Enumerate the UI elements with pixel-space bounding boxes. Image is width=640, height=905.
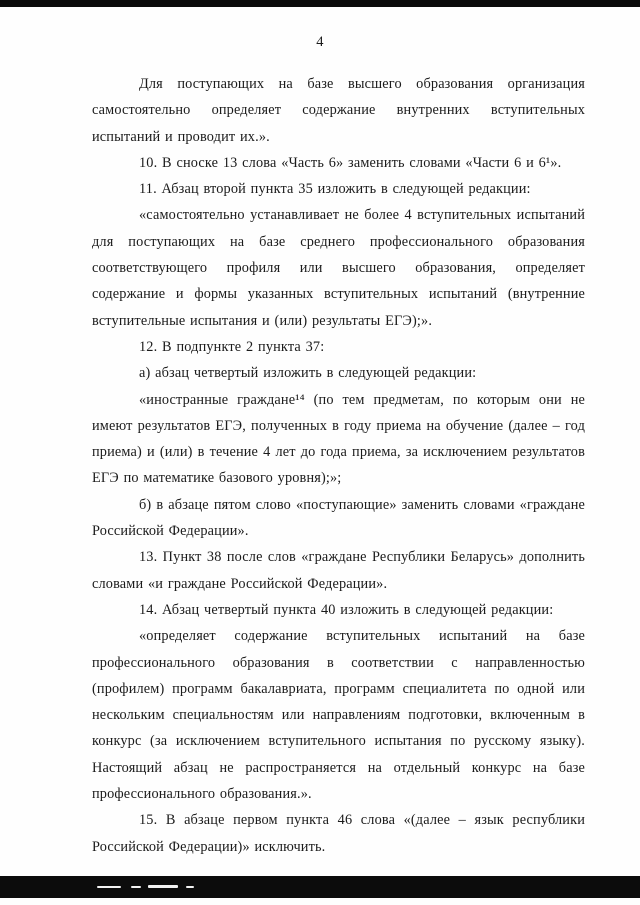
scan-artifact — [97, 886, 121, 888]
scan-border-bottom — [0, 876, 640, 898]
scan-artifact — [186, 886, 194, 888]
scan-border-top — [0, 0, 640, 7]
scan-artifact — [131, 886, 141, 888]
paragraph: «самостоятельно устанавливает не более 4 вступительных испытаний для поступающих на базе среднего профессионального образования соответствующего профиля или высшего образования, определяет содержание и формы указанных вступительных испытаний (внутренние вступительные испытания и (или) результаты ЕГЭ);». — [92, 207, 585, 329]
paragraph: Для поступающих на базе высшего образования организация самостоятельно определяет содержание внутренних вступительных испытаний и проводит их.». — [92, 76, 585, 145]
paragraph: «иностранные граждане¹⁴ (по тем предметам, по которым они не имеют результатов ЕГЭ, полученных в году приема на обучение (далее – год приема) и (или) в течение 4 лет до года приема, за исключением результатов ЕГЭ по математике базового уровня);»; — [92, 391, 585, 487]
document-body — [92, 71, 585, 860]
scan-artifact — [148, 885, 178, 888]
paragraph: 11. Абзац второй пункта 35 изложить в следующей редакции: — [139, 181, 531, 198]
paragraph: б) в абзаце пятом слово «поступающие» заменить словами «граждане Российской Федерации». — [92, 496, 585, 540]
paragraph: а) абзац четвертый изложить в следующей редакции: — [139, 365, 477, 382]
paragraph: 13. Пункт 38 после слов «граждане Республики Беларусь» дополнить словами «и граждане Российской Федерации». — [92, 549, 585, 592]
paragraph: 15. В абзаце первом пункта 46 слова «(далее – язык республики Российской Федерации)» исключить. — [92, 812, 585, 855]
paragraph: 10. В сноске 13 слова «Часть 6» заменить словами «Части 6 и 6¹». — [139, 154, 562, 171]
page-number: 4 — [316, 34, 324, 50]
paragraph: 12. В подпункте 2 пункта 37: — [139, 338, 325, 355]
paragraph: «определяет содержание вступительных испытаний на базе профессионального образования в соответствии с направленностью (профилем) программ бакалавриата, программ специалитета по одной или нескольким специальностям или направлениям подготовки, включенным в конкурс (за исключением вступительного испытания по русскому языку). Настоящий абзац не распространяется на отдельный конкурс на базе профессионального образования.». — [92, 628, 585, 803]
paragraph: 14. Абзац четвертый пункта 40 изложить в следующей редакции: — [139, 601, 554, 618]
